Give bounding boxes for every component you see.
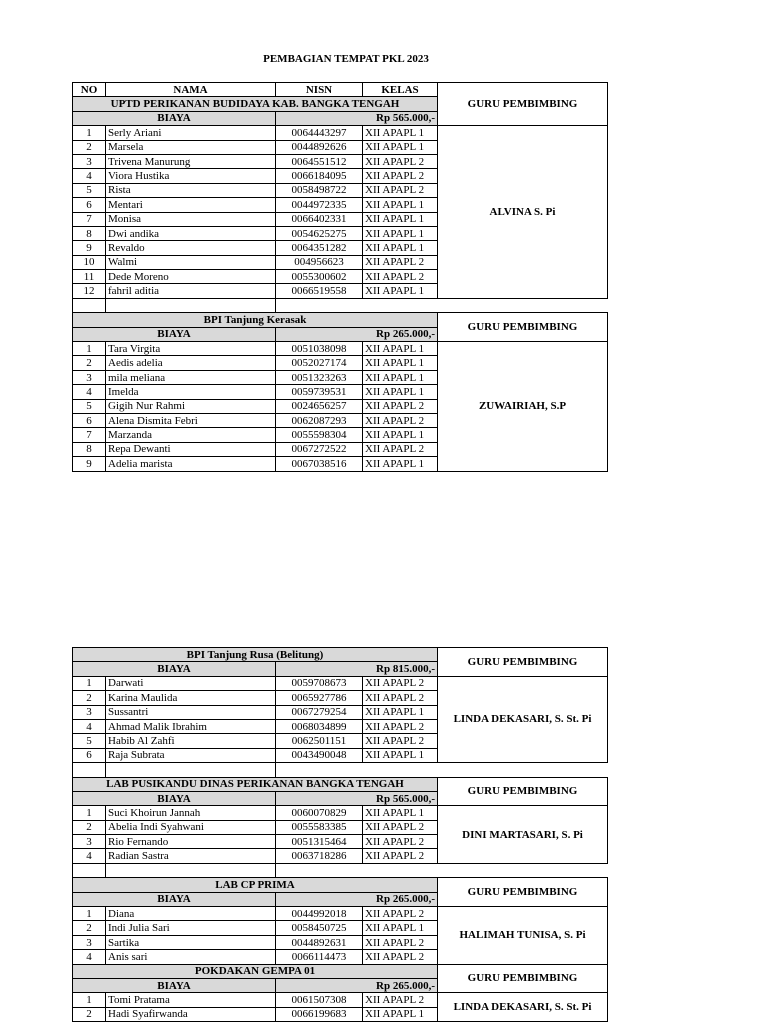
blank-cell	[363, 298, 438, 312]
student-no: 1	[73, 993, 106, 1007]
student-kelas: XII APAPL 1	[363, 705, 438, 719]
student-no: 7	[73, 428, 106, 442]
student-nisn: 0044892631	[276, 935, 363, 949]
student-no: 1	[73, 676, 106, 690]
student-no: 1	[73, 342, 106, 356]
student-name: Viora Hustika	[106, 169, 276, 183]
student-nisn: 0062501151	[276, 734, 363, 748]
student-name: Adelia marista	[106, 457, 276, 471]
student-no: 6	[73, 748, 106, 762]
student-kelas: XII APAPL 1	[363, 1007, 438, 1021]
biaya-amount: Rp 565.000,-	[276, 791, 438, 805]
student-name: Serly Ariani	[106, 126, 276, 140]
student-no: 6	[73, 198, 106, 212]
student-nisn: 0051323263	[276, 370, 363, 384]
student-name: Aedis adelia	[106, 356, 276, 370]
student-nisn: 0066519558	[276, 284, 363, 298]
student-name: Raja Subrata	[106, 748, 276, 762]
guru-pembimbing-header: GURU PEMBIMBING	[438, 964, 608, 993]
student-no: 2	[73, 691, 106, 705]
student-name: Rista	[106, 183, 276, 197]
student-nisn: 0066402331	[276, 212, 363, 226]
student-name: Anis sari	[106, 950, 276, 964]
student-row	[73, 993, 608, 1007]
student-kelas: XII APAPL 1	[363, 284, 438, 298]
student-no: 8	[73, 226, 106, 240]
student-no: 7	[73, 212, 106, 226]
student-kelas: XII APAPL 2	[363, 849, 438, 863]
biaya-amount: Rp 565.000,-	[276, 111, 438, 125]
blank-cell	[106, 298, 276, 312]
student-name: Sartika	[106, 935, 276, 949]
student-name: Indi Julia Sari	[106, 921, 276, 935]
student-no: 1	[73, 126, 106, 140]
student-nisn: 0044972335	[276, 198, 363, 212]
student-name: Imelda	[106, 385, 276, 399]
student-name: Repa Dewanti	[106, 442, 276, 456]
student-kelas: XII APAPL 1	[363, 140, 438, 154]
student-no: 10	[73, 255, 106, 269]
blank-row	[73, 863, 608, 877]
placement-table-1	[72, 82, 608, 472]
group-place-name: LAB CP PRIMA	[73, 878, 438, 892]
student-name: Walmi	[106, 255, 276, 269]
student-row	[73, 676, 608, 690]
biaya-amount: Rp 265.000,-	[276, 978, 438, 992]
student-nisn: 0064551512	[276, 154, 363, 168]
blank-cell	[363, 863, 438, 877]
student-name: Marsela	[106, 140, 276, 154]
header-nisn: NISN	[276, 83, 363, 97]
biaya-label: BIAYA	[73, 978, 276, 992]
blank-cell	[276, 863, 363, 877]
student-nisn: 0054625275	[276, 226, 363, 240]
student-no: 3	[73, 705, 106, 719]
student-nisn: 0066114473	[276, 950, 363, 964]
student-name: Darwati	[106, 676, 276, 690]
group-place-name: BPI Tanjung Kerasak	[73, 313, 438, 327]
student-name: Hadi Syafirwanda	[106, 1007, 276, 1021]
student-name: Habib Al Zahfi	[106, 734, 276, 748]
header-no: NO	[73, 83, 106, 97]
student-nisn: 0064351282	[276, 241, 363, 255]
student-kelas: XII APAPL 2	[363, 255, 438, 269]
blank-cell	[438, 298, 608, 312]
student-nisn: 0058450725	[276, 921, 363, 935]
biaya-amount: Rp 265.000,-	[276, 892, 438, 906]
guru-pembimbing-name: ALVINA S. Pi	[438, 126, 608, 299]
student-nisn: 0061507308	[276, 993, 363, 1007]
student-name: mila meliana	[106, 370, 276, 384]
guru-pembimbing-header: GURU PEMBIMBING	[438, 878, 608, 907]
student-no: 4	[73, 849, 106, 863]
student-nisn: 0059708673	[276, 676, 363, 690]
student-kelas: XII APAPL 2	[363, 676, 438, 690]
student-nisn: 0063718286	[276, 849, 363, 863]
student-name: Diana	[106, 907, 276, 921]
student-name: Mentari	[106, 198, 276, 212]
blank-cell	[438, 863, 608, 877]
student-kelas: XII APAPL 2	[363, 950, 438, 964]
guru-pembimbing-header: GURU PEMBIMBING	[438, 648, 608, 677]
student-kelas: XII APAPL 1	[363, 370, 438, 384]
header-nama: NAMA	[106, 83, 276, 97]
student-nisn: 0055300602	[276, 270, 363, 284]
group-place-name: LAB PUSIKANDU DINAS PERIKANAN BANGKA TENGAH	[73, 777, 438, 791]
blank-cell	[73, 298, 106, 312]
student-nisn: 0065927786	[276, 691, 363, 705]
guru-pembimbing-name: DINI MARTASARI, S. Pi	[438, 806, 608, 864]
blank-row	[73, 298, 608, 312]
group-place-row	[73, 313, 608, 327]
student-nisn: 0024656257	[276, 399, 363, 413]
student-no: 2	[73, 1007, 106, 1021]
student-kelas: XII APAPL 1	[363, 342, 438, 356]
student-nisn: 0067272522	[276, 442, 363, 456]
student-kelas: XII APAPL 2	[363, 719, 438, 733]
group-place-row	[73, 648, 608, 662]
student-kelas: XII APAPL 2	[363, 270, 438, 284]
student-name: Abelia Indi Syahwani	[106, 820, 276, 834]
student-nisn: 0055583385	[276, 820, 363, 834]
student-name: Karina Maulida	[106, 691, 276, 705]
student-kelas: XII APAPL 2	[363, 442, 438, 456]
student-name: Gigih Nur Rahmi	[106, 399, 276, 413]
student-kelas: XII APAPL 1	[363, 356, 438, 370]
biaya-label: BIAYA	[73, 662, 276, 676]
student-no: 11	[73, 270, 106, 284]
student-name: Trivena Manurung	[106, 154, 276, 168]
student-kelas: XII APAPL 2	[363, 820, 438, 834]
student-no: 9	[73, 241, 106, 255]
guru-pembimbing-name: LINDA DEKASARI, S. St. Pi	[438, 993, 608, 1022]
student-kelas: XII APAPL 1	[363, 428, 438, 442]
student-nisn: 0051315464	[276, 835, 363, 849]
student-nisn: 0060070829	[276, 806, 363, 820]
group-place-row	[73, 964, 608, 978]
student-name: Radian Sastra	[106, 849, 276, 863]
blank-cell	[73, 863, 106, 877]
student-no: 12	[73, 284, 106, 298]
student-name: Marzanda	[106, 428, 276, 442]
student-no: 5	[73, 734, 106, 748]
student-nisn: 0058498722	[276, 183, 363, 197]
biaya-amount: Rp 265.000,-	[276, 327, 438, 341]
student-kelas: XII APAPL 2	[363, 399, 438, 413]
group-place-name: POKDAKAN GEMPA 01	[73, 964, 438, 978]
blank-cell	[276, 298, 363, 312]
student-nisn: 0051038098	[276, 342, 363, 356]
student-no: 5	[73, 399, 106, 413]
student-name: Rio Fernando	[106, 835, 276, 849]
student-no: 3	[73, 154, 106, 168]
biaya-label: BIAYA	[73, 327, 276, 341]
student-no: 3	[73, 935, 106, 949]
student-row	[73, 342, 608, 356]
student-name: Dwi andika	[106, 226, 276, 240]
student-kelas: XII APAPL 1	[363, 126, 438, 140]
student-kelas: XII APAPL 2	[363, 835, 438, 849]
student-row	[73, 907, 608, 921]
student-kelas: XII APAPL 2	[363, 734, 438, 748]
biaya-label: BIAYA	[73, 791, 276, 805]
student-kelas: XII APAPL 2	[363, 154, 438, 168]
student-name: Monisa	[106, 212, 276, 226]
student-kelas: XII APAPL 1	[363, 198, 438, 212]
student-name: Alena Dismita Febri	[106, 413, 276, 427]
header-kelas: KELAS	[363, 83, 438, 97]
student-nisn: 0066184095	[276, 169, 363, 183]
group-place-row	[73, 878, 608, 892]
blank-cell	[73, 763, 106, 777]
student-no: 1	[73, 907, 106, 921]
student-row	[73, 126, 608, 140]
student-kelas: XII APAPL 2	[363, 993, 438, 1007]
blank-cell	[363, 763, 438, 777]
student-kelas: XII APAPL 1	[363, 212, 438, 226]
student-no: 5	[73, 183, 106, 197]
student-nisn: 0044892626	[276, 140, 363, 154]
student-name: Sussantri	[106, 705, 276, 719]
student-no: 4	[73, 719, 106, 733]
student-kelas: XII APAPL 2	[363, 413, 438, 427]
student-kelas: XII APAPL 1	[363, 748, 438, 762]
biaya-label: BIAYA	[73, 892, 276, 906]
student-no: 1	[73, 806, 106, 820]
blank-cell	[106, 863, 276, 877]
student-kelas: XII APAPL 1	[363, 921, 438, 935]
student-name: Tomi Pratama	[106, 993, 276, 1007]
student-no: 6	[73, 413, 106, 427]
student-no: 4	[73, 385, 106, 399]
biaya-amount: Rp 815.000,-	[276, 662, 438, 676]
student-name: Revaldo	[106, 241, 276, 255]
student-nisn: 0064443297	[276, 126, 363, 140]
student-nisn: 0052027174	[276, 356, 363, 370]
guru-pembimbing-header: GURU PEMBIMBING	[438, 83, 608, 126]
student-kelas: XII APAPL 2	[363, 691, 438, 705]
student-no: 2	[73, 820, 106, 834]
blank-cell	[106, 763, 276, 777]
student-kelas: XII APAPL 2	[363, 183, 438, 197]
group-place-name: UPTD PERIKANAN BUDIDAYA KAB. BANGKA TENGAH	[73, 97, 438, 111]
student-nisn: 0066199683	[276, 1007, 363, 1021]
student-kelas: XII APAPL 2	[363, 935, 438, 949]
guru-pembimbing-header: GURU PEMBIMBING	[438, 777, 608, 806]
student-nisn: 0067279254	[276, 705, 363, 719]
group-place-row	[73, 777, 608, 791]
student-name: Suci Khoirun Jannah	[106, 806, 276, 820]
student-no: 2	[73, 921, 106, 935]
student-no: 8	[73, 442, 106, 456]
student-nisn: 0044992018	[276, 907, 363, 921]
student-no: 3	[73, 835, 106, 849]
student-nisn: 004956623	[276, 255, 363, 269]
student-nisn: 0059739531	[276, 385, 363, 399]
page-title: PEMBAGIAN TEMPAT PKL 2023	[263, 53, 429, 65]
biaya-label: BIAYA	[73, 111, 276, 125]
student-nisn: 0043490048	[276, 748, 363, 762]
student-no: 9	[73, 457, 106, 471]
student-no: 4	[73, 169, 106, 183]
guru-pembimbing-name: LINDA DEKASARI, S. St. Pi	[438, 676, 608, 762]
student-name: Tara Virgita	[106, 342, 276, 356]
student-no: 3	[73, 370, 106, 384]
student-kelas: XII APAPL 2	[363, 169, 438, 183]
blank-cell	[438, 763, 608, 777]
student-no: 2	[73, 140, 106, 154]
guru-pembimbing-name: HALIMAH TUNISA, S. Pi	[438, 907, 608, 965]
student-row	[73, 806, 608, 820]
student-no: 4	[73, 950, 106, 964]
student-name: Dede Moreno	[106, 270, 276, 284]
student-kelas: XII APAPL 1	[363, 385, 438, 399]
student-kelas: XII APAPL 1	[363, 457, 438, 471]
blank-row	[73, 763, 608, 777]
student-nisn: 0055598304	[276, 428, 363, 442]
student-kelas: XII APAPL 2	[363, 907, 438, 921]
guru-pembimbing-header: GURU PEMBIMBING	[438, 313, 608, 342]
student-kelas: XII APAPL 1	[363, 241, 438, 255]
student-nisn: 0062087293	[276, 413, 363, 427]
student-nisn: 0068034899	[276, 719, 363, 733]
group-place-name: BPI Tanjung Rusa (Belitung)	[73, 648, 438, 662]
student-kelas: XII APAPL 1	[363, 226, 438, 240]
student-nisn: 0067038516	[276, 457, 363, 471]
column-header-row	[73, 83, 608, 97]
student-kelas: XII APAPL 1	[363, 806, 438, 820]
blank-cell	[276, 763, 363, 777]
student-name: fahril aditia	[106, 284, 276, 298]
placement-table-2	[72, 647, 608, 1022]
student-name: Ahmad Malik Ibrahim	[106, 719, 276, 733]
guru-pembimbing-name: ZUWAIRIAH, S.P	[438, 342, 608, 472]
student-no: 2	[73, 356, 106, 370]
